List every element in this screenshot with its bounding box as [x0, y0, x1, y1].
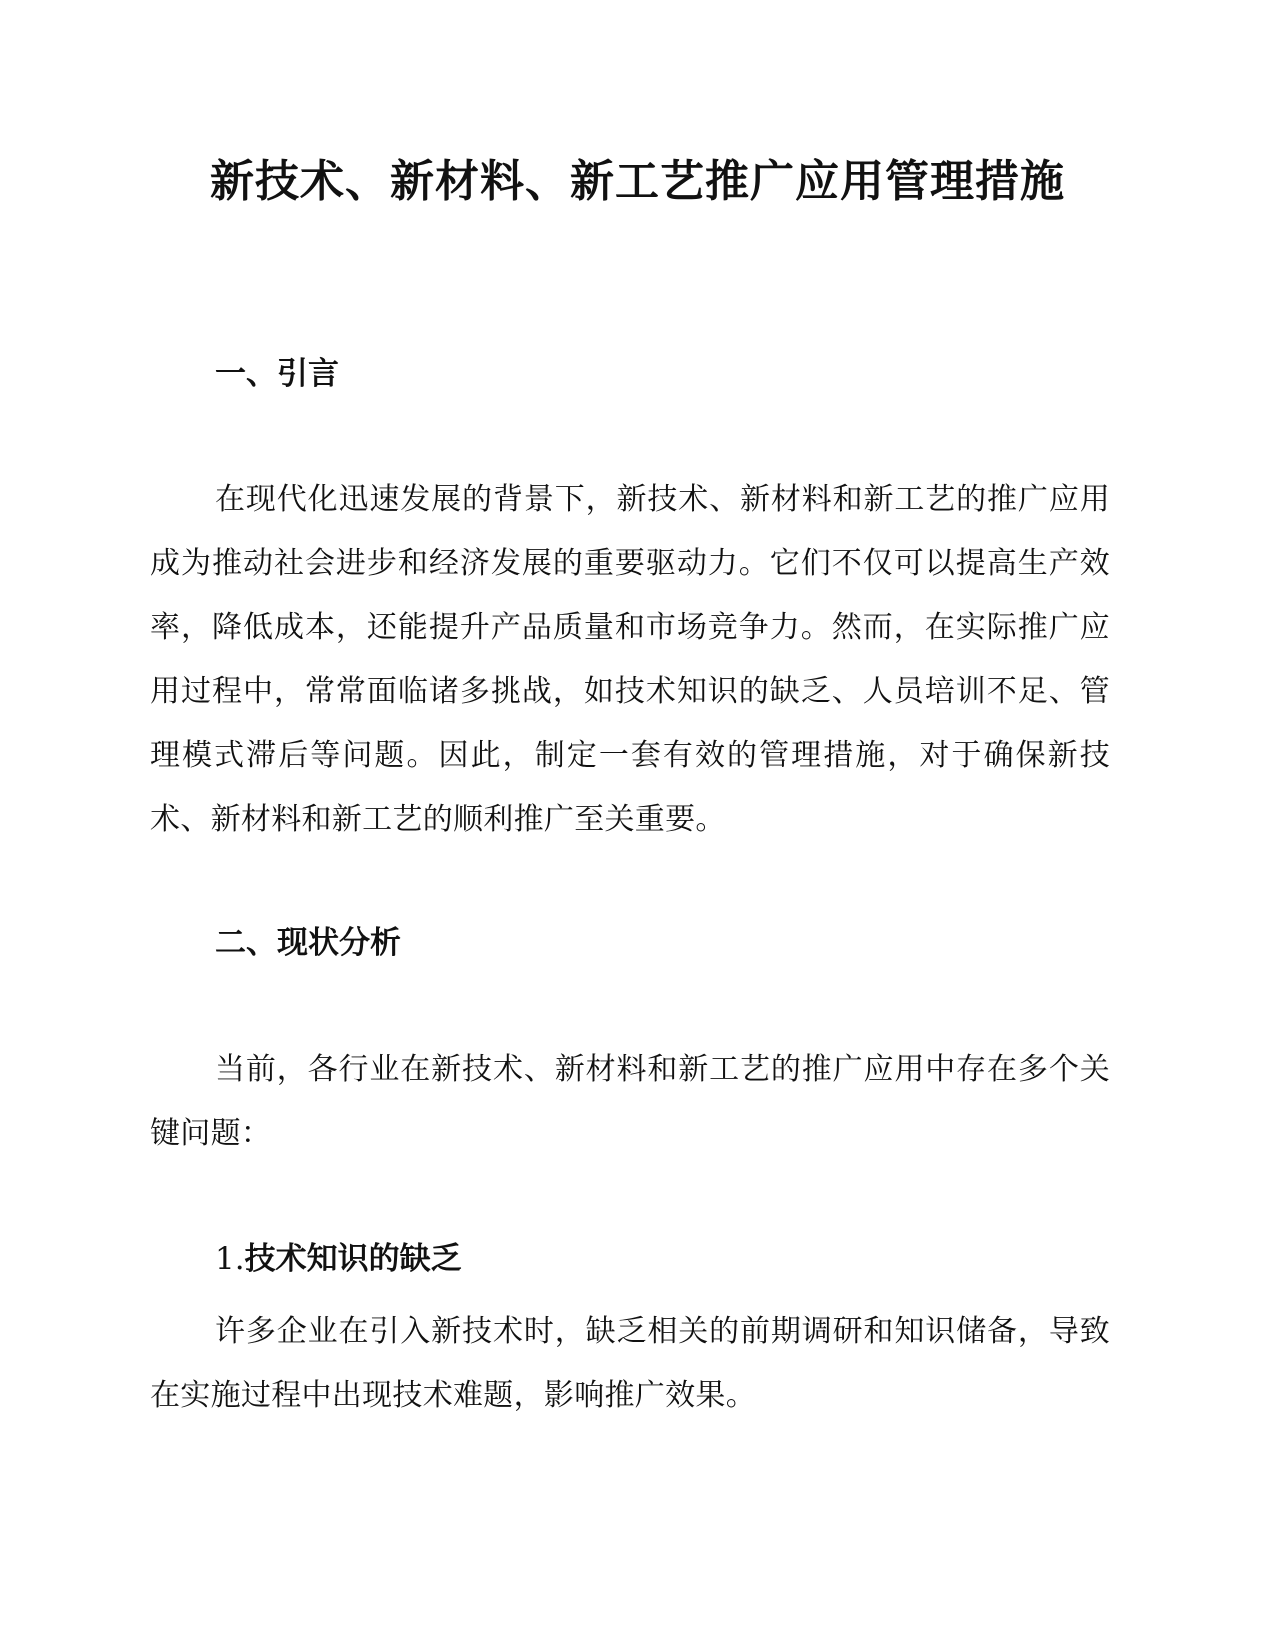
- section-paragraph-status-analysis: 当前，各行业在新技术、新材料和新工艺的推广应用中存在多个关键问题：: [150, 1052, 1110, 1151]
- subsection-title: 技术知识的缺乏: [244, 1241, 462, 1277]
- section-paragraph-introduction: 在现代化迅速发展的背景下，新技术、新材料和新工艺的推广应用成为推动社会进步和经济发展的重要驱动力。它们不仅可以提高生产效率，降低成本，还能提升产品质量和市场竞争力。然而，在实际推广应用过程中，常常面临诸多挑战，如技术知识的缺乏、人员培训不足、管理模式滞后等问题。因此，制定一套有效的管理措施，对于确保新技术、新材料和新工艺的顺利推广至关重要。: [150, 482, 1110, 837]
- subsection-number: 1.: [215, 1241, 245, 1277]
- subsection-paragraph-knowledge-lack: 许多企业在引入新技术时，缺乏相关的前期调研和知识储备，导致在实施过程中出现技术难题，影响推广效果。: [150, 1314, 1110, 1413]
- document-title: 新技术、新材料、新工艺推广应用管理措施: [210, 156, 1065, 207]
- section-heading-introduction: 一、引言: [215, 356, 339, 392]
- subsection-heading-knowledge-lack: [215, 1237, 462, 1281]
- section-heading-status-analysis: 二、现状分析: [215, 925, 401, 961]
